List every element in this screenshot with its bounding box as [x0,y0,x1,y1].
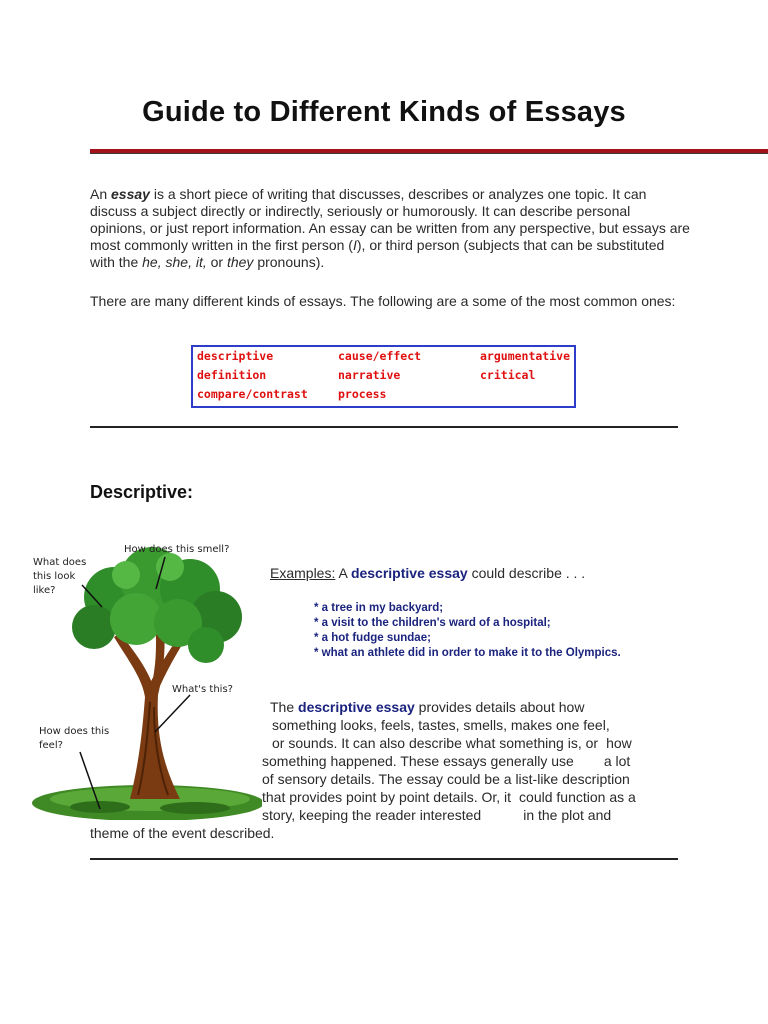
example-item: * a hot fudge sundae; [314,632,431,644]
body-line-5: of sensory details. The essay could be a list-like description [262,771,630,787]
section-divider [90,426,678,428]
example-item: * a tree in my backyard; [314,602,444,614]
examples-list [314,601,621,661]
intro-paragraph: An essay is a short piece of writing that discusses, describes or analyzes one topic. It can discuss a subject directly or indirectly, seriously or humorously. It can describe personal opinions, or just report information. An essay can be written from any perspective, but essays are most commonly written in the first person (I), or third person (subjects that can be substituted with the he, she, it, or they pronouns). [90,186,690,270]
tree-label-look-3: like? [33,585,56,596]
tree-label-whats: What's this? [172,684,233,695]
tree-label-feel-2: feel? [39,740,63,751]
body-line-3: or sounds. It can also describe what something is, or how [272,735,632,751]
page-title: Guide to Different Kinds of Essays [142,96,626,128]
kind-process: process [338,387,387,401]
examples-intro: Examples: A descriptive essay could describe . . . [270,565,586,581]
kind-argumentative: argumentative [480,349,571,363]
body-line-4: something happened. These essays generally use a lot [262,753,631,769]
kind-definition: definition [197,368,267,382]
section-divider-bottom [90,858,678,860]
kind-descriptive: descriptive [197,349,274,363]
example-item: * what an athlete did in order to make it to the Olympics. [314,647,621,659]
essay-kinds-box [191,345,576,408]
body-line-6: that provides point by point details. Or, it could function as a [262,789,636,805]
body-line-8: theme of the event described. [90,825,275,841]
body-line-2: something looks, feels, tastes, smells, makes one feel, [272,717,610,733]
tree-label-look-2: this look [33,571,76,582]
section-heading-descriptive: Descriptive: [90,482,194,502]
title-rule-shadow [90,153,768,154]
kind-critical: critical [480,368,536,382]
body-line-7: story, keeping the reader interested in the plot and [262,807,612,823]
kind-narrative: narrative [338,368,401,382]
kind-cause-effect: cause/effect [338,349,422,363]
example-item: * a visit to the children's ward of a hospital; [314,617,551,629]
tree-label-smell: How does this smell? [124,544,230,555]
kinds-intro-paragraph: There are many different kinds of essays. The following are a some of the most common ones: [90,293,676,309]
tree-label-feel-1: How does this [39,726,110,737]
tree-illustration [30,527,262,820]
body-line-1: The descriptive essay provides details about how [270,699,585,715]
tree-label-look-1: What does [33,557,87,568]
kind-compare-contrast: compare/contrast [197,387,308,401]
